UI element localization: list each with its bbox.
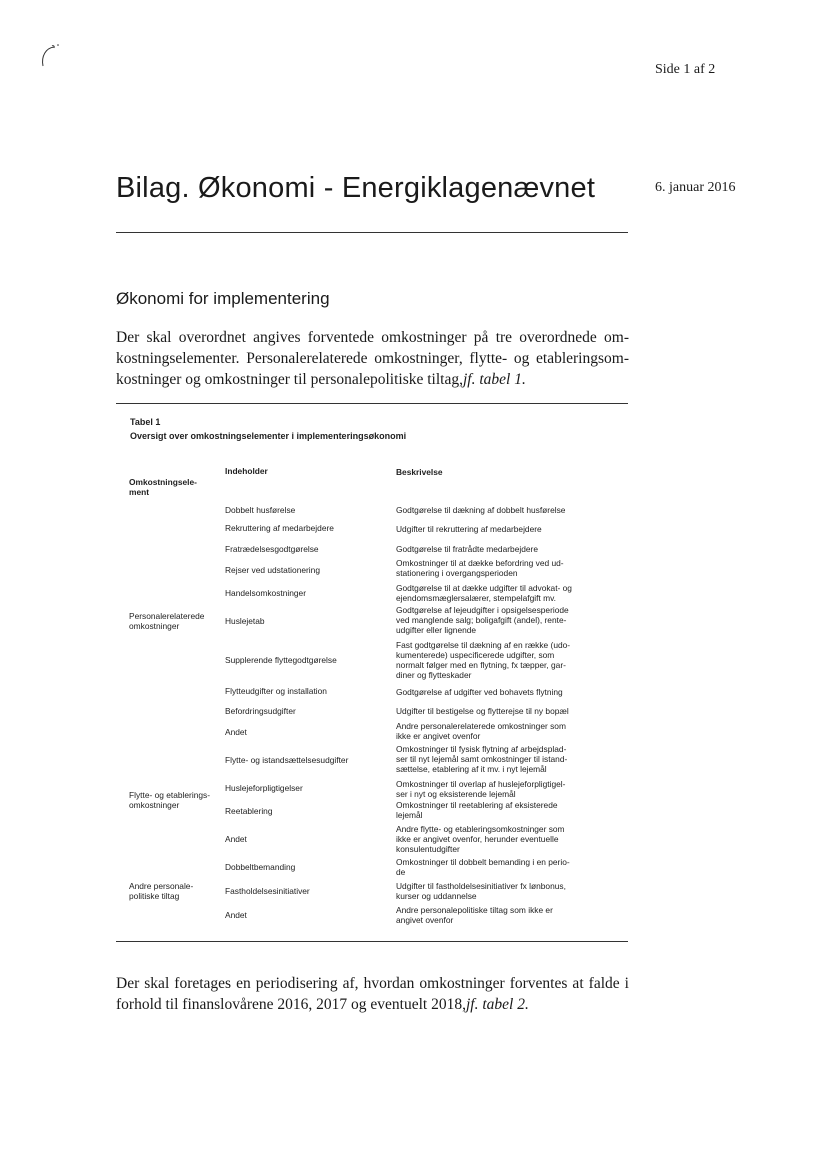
row-item: Rejser ved udstationering [225, 565, 320, 575]
row-description: Omkostninger til at dække befordring ved ud- stationering i overgangsperioden [396, 558, 564, 578]
row-item: Fastholdelsesinitiativer [225, 886, 310, 896]
row-description: Godtgørelse til at dække udgifter til advokat- og ejendomsmæglersalærer, stempelafgift mv. [396, 583, 572, 603]
intro-line: kostningselementer. Personalerelaterede omkostninger, flytte- og etableringsom- [116, 350, 629, 367]
row-item: Handelsomkostninger [225, 588, 307, 598]
row-description: Udgifter til bestigelse og flytterejse til ny bopæl [396, 706, 569, 716]
intro-line: Der skal overordnet angives forventede omkostninger på tre overordnede om- [116, 329, 629, 346]
table-bottom-rule [116, 941, 628, 942]
table-reference: jf. tabel 2. [465, 996, 529, 1013]
row-item: Befordringsudgifter [225, 706, 296, 716]
row-description: Godtgørelse af lejeudgifter i opsigelsesperiode ved manglende salg; boligafgift (andel), rente- udgifter eller lignende [396, 605, 569, 635]
row-description: Godtgørelse af udgifter ved bohavets flytning [396, 687, 563, 697]
handwritten-mark [38, 44, 60, 68]
section-heading: Økonomi for implementering [116, 289, 330, 308]
row-description: Andre personalepolitiske tiltag som ikke er angivet ovenfor [396, 905, 553, 925]
row-description: Omkostninger til reetablering af eksisterede lejemål [396, 800, 558, 820]
title-divider [116, 232, 628, 233]
group-label: Personalerelaterede omkostninger [129, 611, 205, 631]
table-reference: jf. tabel 1. [462, 371, 526, 388]
row-item: Flytte- og istandsættelsesudgifter [225, 755, 349, 765]
table-subtitle: Oversigt over omkostningselementer i implementeringsøkonomi [130, 431, 407, 441]
row-item: Huslejeforpligtigelser [225, 783, 303, 793]
row-description: Fast godtgørelse til dækning af en række (udo- kumenterede) uspecificerede udgifter, som normalt følger med en flytning, fx tæpper, gar- diner og flytteskader [396, 640, 571, 680]
row-item: Dobbelt husførelse [225, 505, 296, 515]
row-description: Omkostninger til fysisk flytning af arbejdsplad- ser til nyt lejemål samt omkostninger til istand- sættelse, etablering af it mv. i nyt lejemål [396, 744, 568, 774]
intro-text: kostninger og omkostninger til personalepolitiske tiltag, [116, 371, 463, 388]
row-description: Godtgørelse til fratrådte medarbejdere [396, 544, 538, 554]
document-date: 6. januar 2016 [655, 180, 736, 195]
row-item: Andet [225, 727, 247, 737]
closing-line: Der skal foretages en periodisering af, hvordan omkostninger forventes at falde i [116, 975, 629, 992]
row-description: Udgifter til fastholdelsesinitiativer fx lønbonus, kurser og uddannelse [396, 881, 566, 901]
row-description: Godtgørelse til dækning af dobbelt husførelse [396, 505, 566, 515]
group-label: Flytte- og etablerings- omkostninger [129, 790, 210, 810]
header-description: Beskrivelse [396, 467, 443, 477]
intro-paragraph [116, 327, 629, 390]
row-item: Rekruttering af medarbejdere [225, 523, 334, 533]
row-item: Huslejetab [225, 616, 265, 626]
row-item: Dobbeltbemanding [225, 862, 296, 872]
intro-line-last [116, 369, 629, 390]
table-title: Tabel 1 [130, 417, 161, 427]
document-title: Bilag. Økonomi - Energiklagenævnet [116, 172, 596, 204]
table-top-rule [116, 403, 628, 404]
header-element: Omkostningsele- ment [129, 477, 197, 497]
row-item: Supplerende flyttegodtgørelse [225, 655, 337, 665]
row-description: Andre flytte- og etableringsomkostninger som ikke er angivet ovenfor, herunder eventuelle konsulentudgifter [396, 824, 565, 854]
group-label: Andre personale- politiske tiltag [129, 881, 194, 901]
closing-line-last [116, 994, 629, 1015]
header-contains: Indeholder [225, 466, 268, 476]
row-description: Udgifter til rekruttering af medarbejdere [396, 524, 542, 534]
page-number: Side 1 af 2 [655, 62, 716, 77]
row-item: Andet [225, 834, 247, 844]
row-item: Fratrædelsesgodtgørelse [225, 544, 319, 554]
row-description: Omkostninger til overlap af huslejeforpligtigel- ser i nyt og eksisterende lejemål [396, 779, 566, 799]
row-description: Andre personalerelaterede omkostninger som ikke er angivet ovenfor [396, 721, 566, 741]
row-item: Flytteudgifter og installation [225, 686, 327, 696]
row-description: Omkostninger til dobbelt bemanding i en perio- de [396, 857, 570, 877]
closing-paragraph [116, 973, 629, 1015]
row-item: Reetablering [225, 806, 273, 816]
closing-text: forhold til finanslovårene 2016, 2017 og eventuelt 2018, [116, 996, 466, 1013]
row-item: Andet [225, 910, 247, 920]
